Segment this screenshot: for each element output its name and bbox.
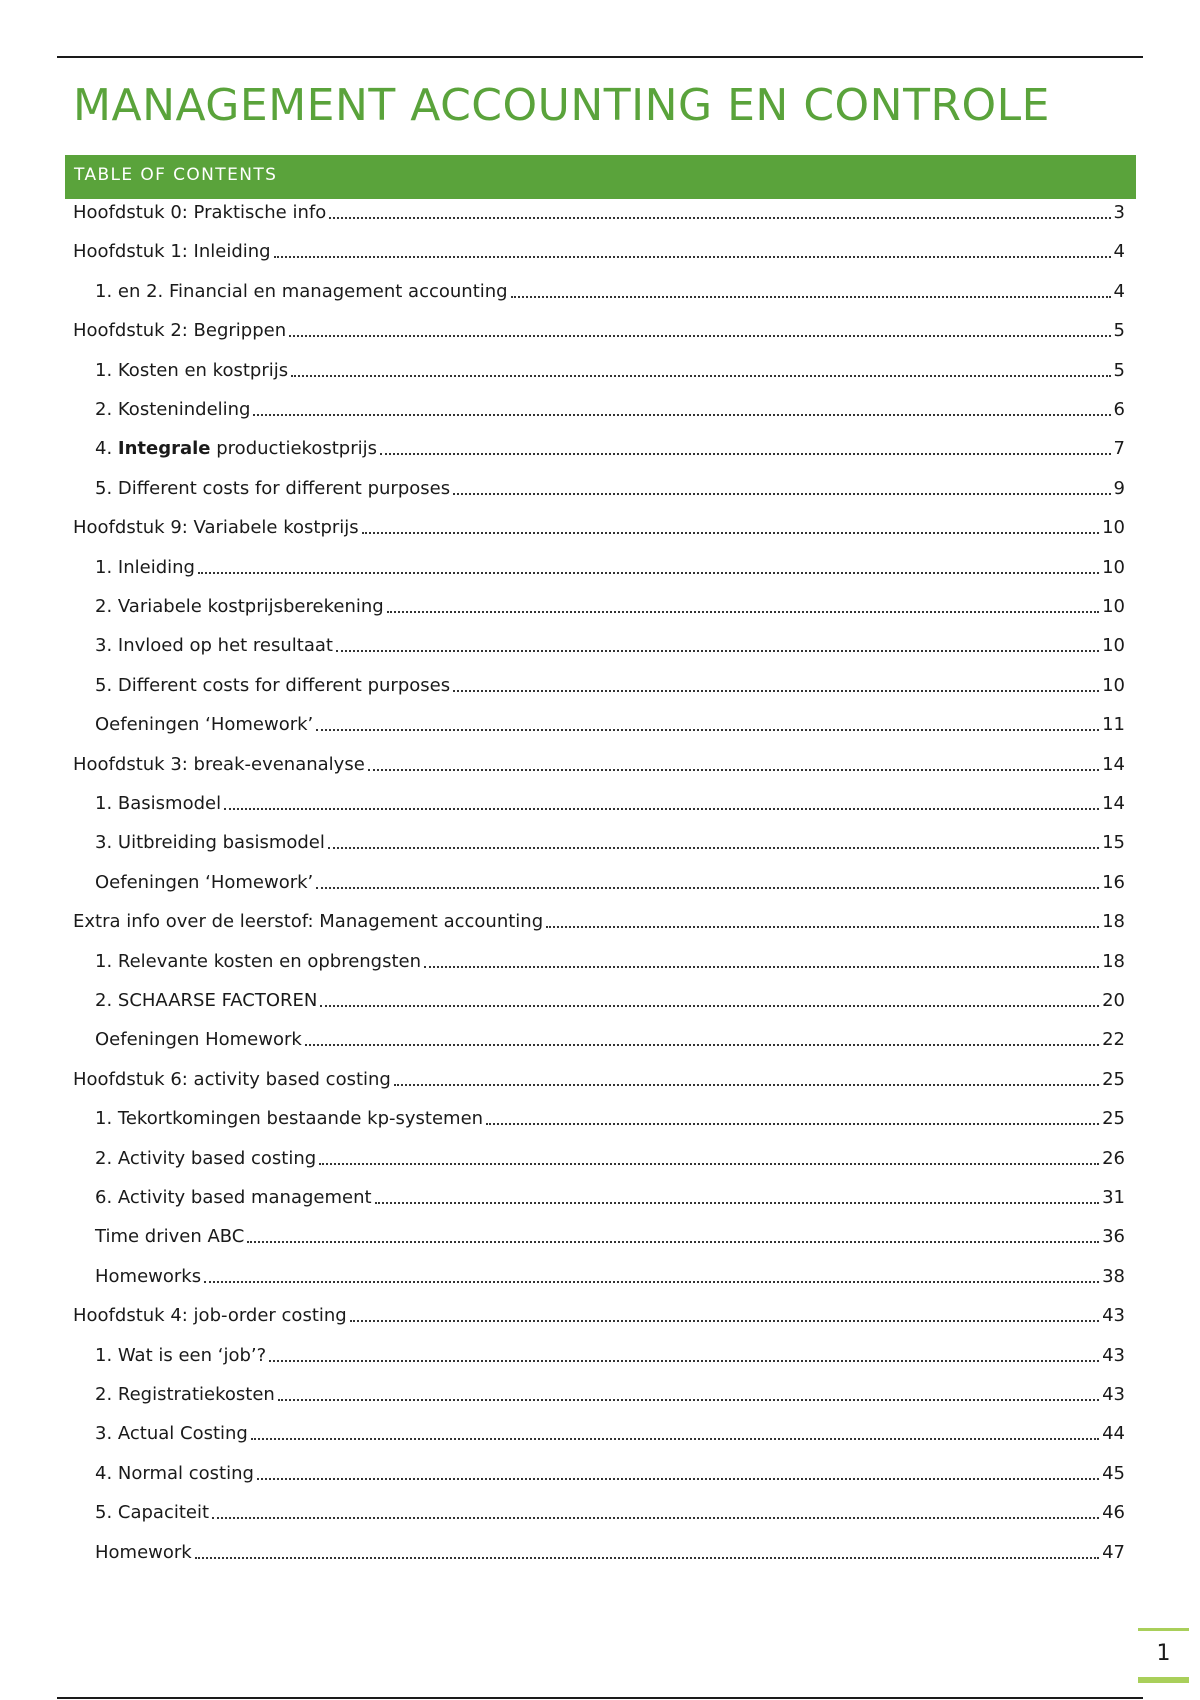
page-number-bottom-bar [1138, 1677, 1189, 1683]
toc-entry[interactable] [95, 1183, 1125, 1213]
toc-page-number: 43 [1102, 1384, 1125, 1405]
toc-dot-leader [362, 526, 1099, 534]
toc-entry-title [95, 868, 313, 898]
toc-dot-leader [350, 1314, 1099, 1322]
toc-dot-leader [329, 211, 1110, 219]
toc-entry[interactable] [95, 434, 1125, 464]
toc-entry-title-text: 3. Uitbreiding basismodel [95, 832, 325, 853]
toc-dot-leader [486, 1117, 1099, 1125]
toc-dot-leader [289, 329, 1110, 337]
toc-entry-title [95, 1104, 483, 1134]
toc-page-number: 46 [1102, 1502, 1125, 1523]
toc-entry[interactable] [95, 1262, 1125, 1292]
toc-entry-title-text: 1. Tekortkomingen bestaande kp-systemen [95, 1108, 484, 1129]
toc-page-number: 18 [1102, 951, 1125, 972]
toc-page-number: 15 [1102, 832, 1125, 853]
toc-page-number: 43 [1102, 1305, 1125, 1326]
toc-dot-leader [253, 408, 1110, 416]
toc-entry-title [95, 277, 508, 307]
toc-dot-leader [316, 881, 1099, 889]
toc-entry-title [95, 828, 325, 858]
toc-dot-leader [198, 566, 1099, 574]
toc-page-number: 47 [1102, 1542, 1125, 1563]
toc-page-number: 7 [1113, 438, 1125, 459]
toc-entry-title [73, 1065, 391, 1095]
toc-page-number: 10 [1102, 557, 1125, 578]
toc-entry[interactable] [95, 868, 1125, 898]
toc-entry[interactable] [73, 907, 1125, 937]
toc-entry-title [95, 671, 450, 701]
toc-entry-title-text: 1. Basismodel [95, 793, 222, 814]
toc-entry-title-text: Homeworks [95, 1266, 202, 1287]
toc-entry[interactable] [95, 1341, 1125, 1371]
toc-page-number: 18 [1102, 911, 1125, 932]
toc-page-number: 36 [1102, 1226, 1125, 1247]
toc-entry[interactable] [95, 1419, 1125, 1449]
toc-entry-title-text: 2. Activity based costing [95, 1148, 317, 1169]
toc-entry-title [95, 1144, 316, 1174]
toc-entry[interactable] [95, 986, 1125, 1016]
toc-dot-leader [251, 1432, 1099, 1440]
toc-entry-title [95, 1380, 275, 1410]
toc-dot-leader [453, 684, 1099, 692]
toc-dot-leader [305, 1038, 1099, 1046]
toc-entry[interactable] [73, 237, 1125, 267]
toc-dot-leader [380, 447, 1111, 455]
toc-entry-title-text: Hoofdstuk 4: job-order costing [73, 1305, 347, 1326]
toc-entry[interactable] [95, 1144, 1125, 1174]
toc-entry-title-text: 1. Inleiding [95, 557, 195, 578]
toc-entry-title-text: 3. Invloed op het resultaat [95, 635, 333, 656]
toc-entry-title-text: 2. Variabele kostprijsberekening [95, 596, 384, 617]
toc-entry-title-text: 2. Kostenindeling [95, 399, 251, 420]
toc-entry[interactable] [95, 1222, 1125, 1252]
toc-entry-title [95, 986, 317, 1016]
toc-entry[interactable] [95, 277, 1125, 307]
toc-entry[interactable] [95, 947, 1125, 977]
toc-dot-leader [195, 1551, 1099, 1559]
toc-page-number: 10 [1102, 675, 1125, 696]
toc-entry[interactable] [95, 553, 1125, 583]
toc-dot-leader [336, 644, 1099, 652]
toc-entry-title-text: 3. Actual Costing [95, 1423, 248, 1444]
toc-dot-leader [224, 802, 1099, 810]
toc-entry[interactable] [95, 1498, 1125, 1528]
toc-entry-title-text: Oefeningen ‘Homework’ [95, 872, 314, 893]
toc-page-number: 4 [1113, 241, 1125, 262]
toc-entry-title-text: Extra info over de leerstof: Management accounting [73, 911, 544, 932]
toc-entry[interactable] [73, 316, 1125, 346]
toc-entry-title [95, 434, 377, 464]
toc-page-number: 25 [1102, 1108, 1125, 1129]
bottom-rule [57, 1697, 1143, 1699]
toc-page-number: 5 [1113, 320, 1125, 341]
toc-entry-title-text: Hoofdstuk 2: Begrippen [73, 320, 287, 341]
toc-dot-leader [511, 290, 1111, 298]
toc-entry-title-text: 2. Registratiekosten [95, 1384, 275, 1405]
toc-entry-title-text: 4. Normal costing [95, 1463, 254, 1484]
toc-dot-leader [320, 999, 1099, 1007]
toc-entry-title [73, 750, 365, 780]
toc-entry-title-text: 6. Activity based management [95, 1187, 372, 1208]
toc-entry[interactable] [95, 1380, 1125, 1410]
toc-page-number: 4 [1113, 281, 1125, 302]
toc-entry-title-text: 1. Relevante kosten en opbrengsten [95, 951, 422, 972]
toc-dot-leader [453, 487, 1110, 495]
toc-entry[interactable] [73, 198, 1125, 228]
toc-entry-title [95, 356, 288, 386]
toc-entry-title-text: 2. SCHAARSE FACTOREN [95, 990, 318, 1011]
page-number: 1 [1156, 1641, 1171, 1666]
toc-entry-title-text: Oefeningen ‘Homework’ [95, 714, 314, 735]
toc-entry-title-text: Hoofdstuk 6: activity based costing [73, 1069, 391, 1090]
toc-entry-title [73, 237, 271, 267]
toc-dot-leader [375, 1196, 1100, 1204]
toc-dot-leader [291, 369, 1110, 377]
toc-entry-title [95, 1419, 248, 1449]
toc-page-number: 10 [1102, 517, 1125, 538]
toc-dot-leader [212, 1511, 1099, 1519]
toc-entry-title-text: Hoofdstuk 0: Praktische info [73, 202, 327, 223]
toc-page-number: 45 [1102, 1463, 1125, 1484]
toc-entry-title [95, 947, 421, 977]
toc-page-number: 5 [1113, 360, 1125, 381]
toc-entry-title [95, 1538, 192, 1568]
toc-dot-leader [394, 1078, 1099, 1086]
toc-entry-title-text: 4. [95, 438, 118, 459]
toc-entry-title [95, 789, 221, 819]
toc-entry-title [73, 907, 543, 937]
page-number-top-bar [1138, 1628, 1189, 1631]
toc-entry-title-text: Hoofdstuk 9: Variabele kostprijs [73, 517, 359, 538]
document-title: MANAGEMENT ACCOUNTING EN CONTROLE [73, 80, 1050, 131]
toc-entry[interactable] [95, 1025, 1125, 1055]
toc-entry-title-text: 1. Kosten en kostprijs [95, 360, 289, 381]
toc-dot-leader [278, 1393, 1099, 1401]
toc-entry-title [95, 710, 313, 740]
toc-entry-title-text: Hoofdstuk 1: Inleiding [73, 241, 271, 262]
toc-page-number: 31 [1102, 1187, 1125, 1208]
toc-entry-title [95, 1025, 302, 1055]
toc-page-number: 11 [1102, 714, 1125, 735]
toc-entry[interactable] [95, 631, 1125, 661]
toc-entry[interactable] [95, 1104, 1125, 1134]
toc-page-number: 25 [1102, 1069, 1125, 1090]
toc-entry-title-text: 5. Different costs for different purposes [95, 675, 451, 696]
toc-page-number: 6 [1113, 399, 1125, 420]
toc-page-number: 26 [1102, 1148, 1125, 1169]
toc-entry-title [73, 513, 359, 543]
toc-dot-leader [328, 841, 1099, 849]
toc-dot-leader [546, 920, 1099, 928]
toc-dot-leader [368, 763, 1099, 771]
toc-dot-leader [269, 1354, 1099, 1362]
toc-entry[interactable] [73, 1301, 1125, 1331]
toc-entry[interactable] [95, 1459, 1125, 1489]
toc-dot-leader [316, 723, 1099, 731]
toc-entry[interactable] [73, 513, 1125, 543]
toc-entry-title [95, 1459, 254, 1489]
toc-page-number: 38 [1102, 1266, 1125, 1287]
toc-entry-title [73, 316, 286, 346]
toc-entry-title-text: Oefeningen Homework [95, 1029, 302, 1050]
top-rule [57, 56, 1143, 58]
toc-entry-title-text: Hoofdstuk 3: break-evenanalyse [73, 754, 365, 775]
toc-entry-title [95, 474, 450, 504]
toc-dot-leader [424, 960, 1099, 968]
toc-entry-title [95, 395, 250, 425]
toc-dot-leader [247, 1235, 1099, 1243]
toc-entry-title [95, 1498, 209, 1528]
toc-entry-title-bold: Integrale [117, 438, 211, 459]
toc-entry-title [73, 1301, 347, 1331]
toc-entry[interactable] [95, 592, 1125, 622]
toc-entry-title [95, 1262, 201, 1292]
page-number-box [1138, 1628, 1189, 1680]
toc-page-number: 3 [1113, 202, 1125, 223]
toc-entry[interactable] [95, 356, 1125, 386]
toc-dot-leader [319, 1157, 1099, 1165]
toc-entry-title-text: Time driven ABC [95, 1226, 245, 1247]
toc-page-number: 14 [1102, 793, 1125, 814]
toc-entry-title [73, 198, 326, 228]
toc-entry-title-text: 5. Different costs for different purposes [95, 478, 451, 499]
toc-dot-leader [204, 1275, 1099, 1283]
toc-entry[interactable] [73, 1065, 1125, 1095]
toc-page-number: 20 [1102, 990, 1125, 1011]
toc-entry-title [95, 553, 195, 583]
toc-page-number: 16 [1102, 872, 1125, 893]
toc-entry[interactable] [95, 395, 1125, 425]
toc-dot-leader [387, 605, 1099, 613]
toc-entry[interactable] [95, 671, 1125, 701]
toc-heading-bar [65, 155, 1136, 199]
toc-page-number: 22 [1102, 1029, 1125, 1050]
toc-page-number: 14 [1102, 754, 1125, 775]
toc-dot-leader [274, 250, 1111, 258]
toc-entry-title [95, 1183, 372, 1213]
toc-entry-title [95, 631, 333, 661]
toc-entry[interactable] [95, 828, 1125, 858]
toc-entry[interactable] [73, 750, 1125, 780]
toc-page-number: 44 [1102, 1423, 1125, 1444]
toc-entry[interactable] [95, 789, 1125, 819]
toc-entry-title [95, 1341, 266, 1371]
toc-entry[interactable] [95, 1538, 1125, 1568]
toc-page-number: 10 [1102, 635, 1125, 656]
toc-entry-title-text: 1. en 2. Financial en management accounting [95, 281, 508, 302]
toc-entry-title [95, 592, 384, 622]
toc-entry[interactable] [95, 474, 1125, 504]
toc-heading: TABLE OF CONTENTS [74, 165, 278, 185]
toc-entry-title-text: 5. Capaciteit [95, 1502, 210, 1523]
toc-entry-title-rest: productiekostprijs [210, 438, 377, 459]
toc-page-number: 9 [1113, 478, 1125, 499]
toc-entry-title [95, 1222, 244, 1252]
toc-page-number: 10 [1102, 596, 1125, 617]
toc-entry-title-text: Homework [95, 1542, 192, 1563]
toc-entry-title-text: 1. Wat is een ‘job’? [95, 1345, 267, 1366]
toc-dot-leader [257, 1472, 1099, 1480]
toc-entry[interactable] [95, 710, 1125, 740]
toc-page-number: 43 [1102, 1345, 1125, 1366]
